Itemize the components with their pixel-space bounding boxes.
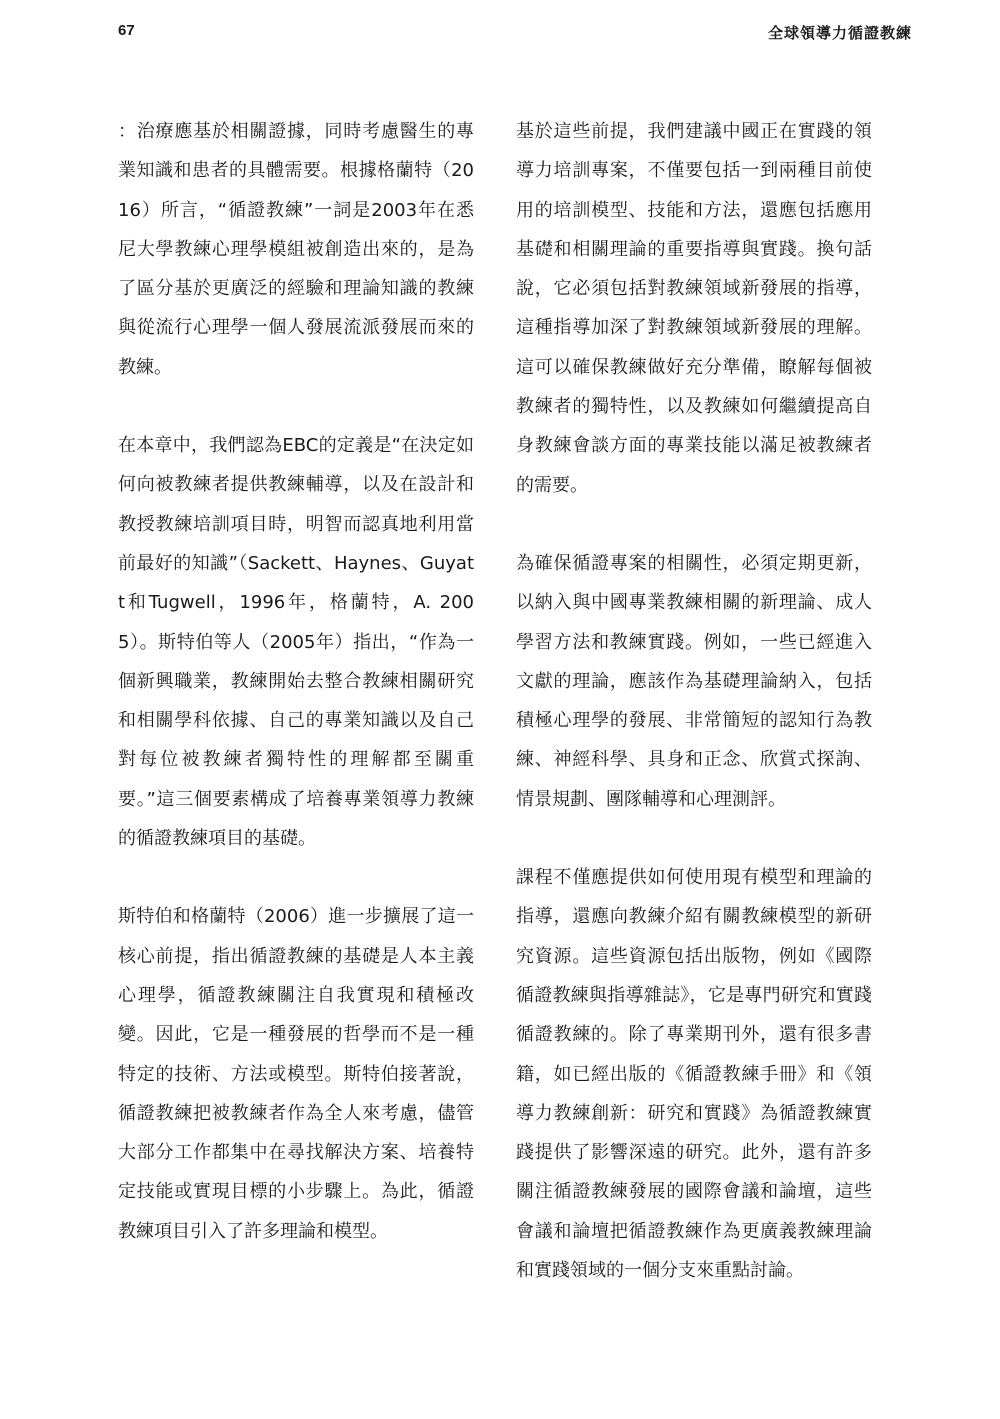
paragraph-left-2: 在本章中，我們認為EBC的定義是“在決定如何向被教練者提供教練輔導，以及在設計和教授教練培訓項目時，明智而認真地利用當前最好的知識”（Sackett、Haynes、Guyatt和Tugwell，1996年，格蘭特，A. 2005）。斯特伯等人（2005年）指出，“作為一個新興職業，教練開始去整合教練相關研究和相關學科依據、自己的專業知識以及自己對每位被教練者獨特性的理解都至關重要。”這三個要素構成了培養專業領導力教練的循證教練項目的基礎。 <box>118 435 474 850</box>
paragraph-left-1: ：治療應基於相關證據，同時考慮醫生的專業知識和患者的具體需要。根據格蘭特（2016）所言，“循證教練”一詞是2003年在悉尼大學教練心理學模組被創造出來的，是為了區分基於更廣泛的經驗和理論知識的教練與從流行心理學一個人發展流派發展而來的教練。 <box>118 121 474 378</box>
paragraph-gap <box>516 819 872 858</box>
paragraph-gap <box>118 858 474 897</box>
page-header <box>118 22 912 46</box>
page-number: 67 <box>118 22 135 39</box>
paragraph-right-3: 課程不僅應提供如何使用現有模型和理論的指導，還應向教練介紹有關教練模型的新研究資源。這些資源包括出版物，例如《國際循證教練與指導雜誌》，它是專門研究和實踐循證教練的。除了專業期刊外，還有很多書籍，如已經出版的《循證教練手冊》和《領導力教練創新：研究和實踐》為循證教練實踐提供了影響深遠的研究。此外，還有許多關注循證教練發展的國際會議和論壇，這些會議和論壇把循證教練作為更廣義教練理論和實踐領域的一個分支來重點討論。 <box>516 867 872 1282</box>
right-column <box>516 112 872 1290</box>
left-column <box>118 112 474 1251</box>
paragraph-gap <box>118 387 474 426</box>
paragraph-left-3: 斯特伯和格蘭特（2006）進一步擴展了這一核心前提，指出循證教練的基礎是人本主義心理學，循證教練關注自我實現和積極改變。因此，它是一種發展的哲學而不是一種特定的技術、方法或模型。斯特伯接著說，循證教練把被教練者作為全人來考慮，儘管大部分工作都集中在尋找解決方案、培養特定技能或實現目標的小步驟上。為此，循證教練項目引入了許多理論和模型。 <box>118 906 474 1242</box>
paragraph-gap <box>516 505 872 544</box>
running-title: 全球領導力循證教練 <box>767 24 912 42</box>
paragraph-right-2: 為確保循證專案的相關性，必須定期更新，以納入與中國專業教練相關的新理論、成人學習方法和教練實踐。例如，一些已經進入文獻的理論，應該作為基礎理論納入，包括積極心理學的發展、非常簡短的認知行為教練、神經科學、具身和正念、欣賞式探詢、情景規劃、團隊輔導和心理測評。 <box>516 552 872 810</box>
paragraph-right-1: 基於這些前提，我們建議中國正在實踐的領導力培訓專案，不僅要包括一到兩種目前使用的培訓模型、技能和方法，還應包括應用基礎和相關理論的重要指導與實踐。換句話說，它必須包括對教練領域新發展的指導，這種指導加深了對教練領域新發展的理解。這可以確保教練做好充分準備，瞭解每個被教練者的獨特性，以及教練如何繼續提高自身教練會談方面的專業技能以滿足被教練者的需要。 <box>516 121 872 496</box>
